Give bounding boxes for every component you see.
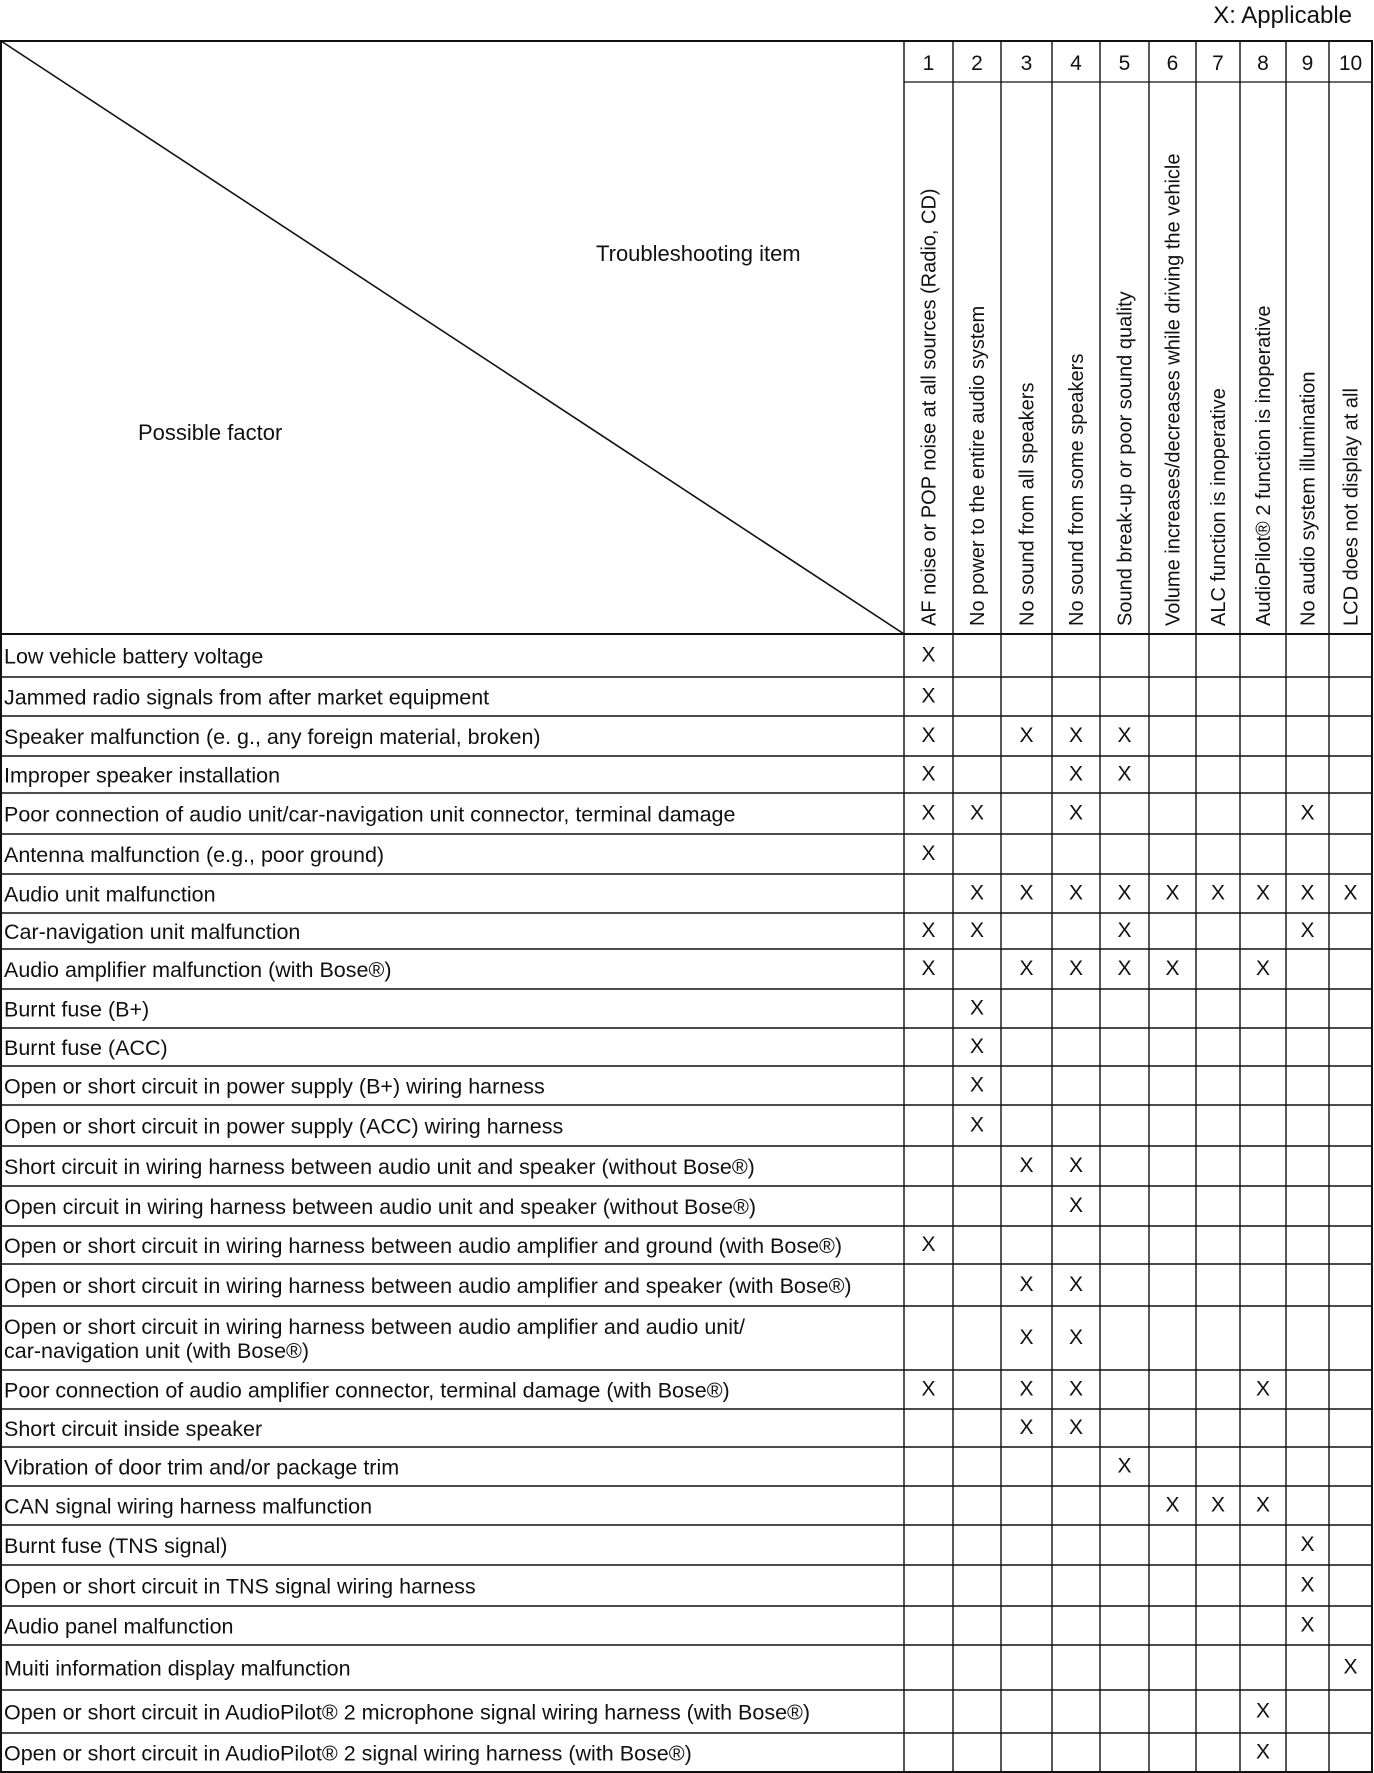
applicable-mark: X [969,1073,985,1097]
applicable-mark: X [921,762,936,786]
applicable-mark: X [969,1113,985,1137]
applicable-mark: X [1117,724,1132,747]
applicable-mark: X [1210,881,1226,905]
table-row [4,919,1315,944]
applicable-mark: X [1343,881,1358,905]
applicable-mark: X [1343,1655,1358,1679]
table-row [4,644,936,669]
table-row [4,1114,984,1139]
possible-factor: Improper speaker installation [4,763,281,788]
applicable-mark: X [1117,1454,1132,1478]
applicable-mark: X [1068,957,1084,980]
applicable-mark: X [1068,1273,1084,1296]
possible-factor: Open or short circuit in AudioPilot® 2 signal wiring harness (with Bose®) [4,1741,692,1766]
applicable-mark: X [1117,881,1132,905]
table-row [4,1035,984,1060]
applicable-mark: X [921,643,936,667]
possible-factor: Audio amplifier malfunction (with Bose®) [4,958,392,982]
column-number: 7 [1212,52,1224,75]
table-row [4,1455,1132,1480]
applicable-mark: X [1068,881,1084,905]
applicable-mark: X [1068,762,1084,786]
applicable-mark: X [1210,1493,1226,1517]
applicable-legend: X: Applicable [1213,2,1352,29]
applicable-mark: X [1019,1273,1034,1296]
table-row [4,842,936,867]
applicable-mark: X [921,1377,936,1401]
applicable-mark: X [969,996,985,1020]
applicable-mark: X [1117,919,1132,942]
possible-factor: Audio panel malfunction [4,1614,234,1639]
table-row [4,1574,1315,1599]
possible-factor-label: Possible factor [138,420,283,445]
column-title: LCD does not display at all [1340,388,1363,626]
applicable-mark: X [1255,1740,1271,1764]
applicable-mark: X [1300,881,1315,905]
column-number: 6 [1166,52,1179,75]
table-row [4,957,1270,982]
possible-factor: Burnt fuse (ACC) [4,1036,168,1060]
applicable-mark: X [921,1233,936,1256]
applicable-mark: X [1019,1416,1034,1439]
applicable-mark: X [1068,1416,1084,1439]
applicable-mark: X [969,1035,985,1058]
column-title: Volume increases/decreases while driving the vehicle [1162,153,1185,626]
column-title: ALC function is inoperative [1208,388,1230,626]
possible-factor: Short circuit in wiring harness between audio unit and speaker (without Bose®) [4,1155,755,1179]
table-row [4,1233,936,1258]
applicable-mark: X [1165,1493,1180,1517]
header-diagonal [1,41,904,634]
table-row [4,1378,1270,1403]
applicable-mark: X [1068,724,1084,747]
table-row [4,763,1132,788]
possible-factor: Open or short circuit in TNS signal wiring harness [4,1574,476,1599]
applicable-mark: X [1068,1326,1084,1349]
applicable-mark: X [1300,1533,1315,1556]
table-row [4,1741,1270,1766]
applicable-mark: X [921,684,936,708]
table-header [138,52,1363,626]
column-title: No power to the entire audio system [967,305,989,626]
possible-factor: Vibration of door trim and/or package trim [4,1455,400,1480]
possible-factor: Muiti information display malfunction [4,1656,351,1681]
column-number: 2 [971,52,983,75]
column-number: 10 [1338,52,1363,75]
possible-factor: Speaker malfunction (e. g., any foreign material, broken) [4,725,541,749]
possible-factor: Car-navigation unit malfunction [4,920,301,944]
column-number: 8 [1257,52,1269,75]
column-title: Sound break-up or poor sound quality [1114,291,1137,626]
applicable-mark: X [1117,762,1132,786]
applicable-mark: X [921,919,936,942]
applicable-mark: X [1068,1154,1084,1177]
table-row [4,1494,1270,1519]
applicable-mark: X [1300,919,1315,942]
column-title: No sound from all speakers [1016,382,1039,626]
table-row [4,1154,1083,1179]
applicable-mark: X [969,881,985,905]
column-number: 3 [1020,52,1033,75]
applicable-mark: X [1165,881,1180,905]
applicable-mark: X [1068,801,1084,825]
possible-factor: Burnt fuse (TNS signal) [4,1534,228,1558]
possible-factor: Poor connection of audio unit/car-navigation unit connector, terminal damage [4,802,736,827]
possible-factor: CAN signal wiring harness malfunction [4,1494,373,1519]
applicable-mark: X [1117,957,1132,980]
possible-factor: Jammed radio signals from after market equipment [4,685,490,710]
table-row [4,1315,1083,1363]
applicable-mark: X [1300,1613,1315,1637]
column-number: 5 [1118,52,1131,75]
table-body [4,644,1358,1766]
applicable-mark: X [1019,1377,1034,1401]
applicable-mark: X [1255,1699,1271,1723]
applicable-mark: X [969,801,985,825]
table-row [4,1194,1083,1219]
table-row [4,1533,1315,1558]
applicable-mark: X [921,724,936,747]
table-row [4,1416,1083,1441]
possible-factor: Low vehicle battery voltage [4,644,264,669]
column-title: AudioPilot® 2 function is inoperative [1253,305,1275,626]
possible-factor: Open or short circuit in wiring harness between audio amplifier and speaker (with Bose®) [4,1274,852,1298]
possible-factor: Burnt fuse (B+) [4,997,150,1022]
applicable-mark: X [1019,1326,1034,1349]
applicable-mark: X [921,957,936,980]
applicable-mark: X [921,801,936,825]
applicable-mark: X [1019,724,1034,747]
table-row [4,1074,984,1099]
table-row [4,882,1358,907]
applicable-mark: X [1255,957,1271,980]
possible-factor: Short circuit inside speaker [4,1417,263,1441]
table-row [4,1273,1083,1298]
applicable-mark: X [1300,801,1315,825]
table-row [4,1700,1270,1725]
possible-factor: Poor connection of audio amplifier connector, terminal damage (with Bose®) [4,1378,730,1403]
possible-factor: Open or short circuit in wiring harness between audio amplifier and ground (with Bose®) [4,1234,843,1258]
possible-factor: Audio unit malfunction [4,882,216,907]
table-row [4,802,1315,827]
possible-factor: Open or short circuit in power supply (ACC) wiring harness [4,1114,564,1139]
column-number: 4 [1070,52,1082,75]
table-row [4,1656,1358,1681]
applicable-mark: X [1019,881,1034,905]
troubleshooting-item-label: Troubleshooting item [596,241,801,266]
applicable-mark: X [1165,957,1180,980]
applicable-mark: X [1068,1194,1084,1217]
applicable-mark: X [1255,881,1271,905]
possible-factor: Open or short circuit in wiring harness between audio amplifier and audio unit/ [4,1315,745,1339]
applicable-mark: X [921,842,936,865]
table-row [4,1614,1315,1639]
applicable-mark: X [1068,1377,1084,1401]
table-row [4,685,936,710]
applicable-mark: X [1019,1154,1034,1177]
possible-factor: Open or short circuit in AudioPilot® 2 microphone signal wiring harness (with Bose®) [4,1700,811,1725]
applicable-mark: X [969,919,985,942]
column-title: No sound from some speakers [1066,353,1088,626]
column-number: 1 [922,52,935,75]
possible-factor: Open circuit in wiring harness between audio unit and speaker (without Bose®) [4,1195,757,1219]
table-row [4,724,1132,749]
possible-factor: Open or short circuit in power supply (B+) wiring harness [4,1074,545,1099]
column-number: 9 [1301,52,1314,75]
applicable-mark: X [1300,1573,1315,1597]
column-title: No audio system illumination [1297,371,1320,626]
applicable-mark: X [1255,1493,1271,1517]
applicable-mark: X [1255,1377,1271,1401]
column-title: AF noise or POP noise at all sources (Radio, CD) [918,188,941,626]
table-row [4,997,984,1022]
applicable-mark: X [1019,957,1034,980]
possible-factor: Antenna malfunction (e.g., poor ground) [4,843,385,867]
possible-factor: car-navigation unit (with Bose®) [4,1339,310,1363]
